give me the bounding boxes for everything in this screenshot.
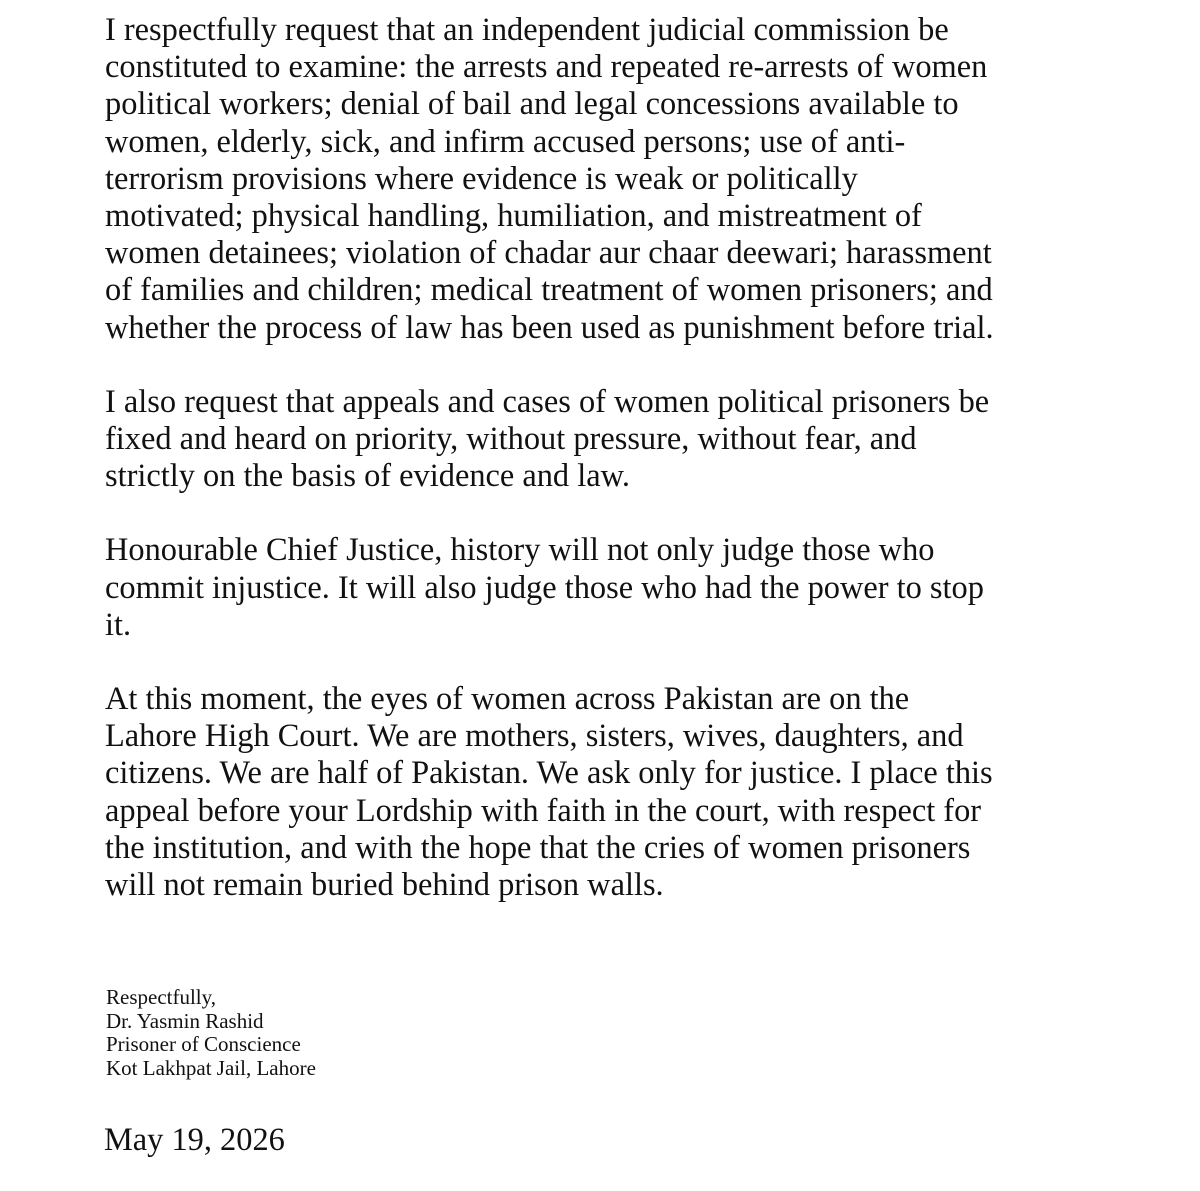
text-line: At this moment, the eyes of women across Pakistan are on the: [105, 681, 910, 718]
signature-name: Dr. Yasmin Rashid: [106, 1008, 264, 1033]
text-line: motivated; physical handling, humiliation, and mistreatment of: [105, 198, 922, 235]
paragraph-closing-appeal: [105, 681, 1105, 904]
text-line: women detainees; violation of chadar aur chaar deewari; harassment: [105, 235, 992, 272]
text-line: the institution, and with the hope that the cries of women prisoners: [105, 829, 971, 866]
text-line: Honourable Chief Justice, history will not only judge those who: [105, 532, 935, 569]
text-line: I also request that appeals and cases of women political prisoners be: [105, 383, 990, 420]
signature-closing: Respectfully,: [106, 985, 217, 1009]
text-line: Lahore High Court. We are mothers, sisters, wives, daughters, and: [105, 718, 964, 755]
letter-date: May 19, 2026: [104, 1122, 285, 1158]
text-line: it.: [105, 606, 132, 643]
text-line: of families and children; medical treatment of women prisoners; and: [105, 272, 993, 309]
text-line: will not remain buried behind prison walls.: [105, 867, 664, 904]
paragraph-appeals-request: [105, 384, 1105, 496]
text-line: political workers; denial of bail and legal concessions available to: [105, 86, 959, 123]
text-line: constituted to examine: the arrests and repeated re-arrests of women: [105, 49, 988, 86]
text-line: women, elderly, sick, and infirm accused persons; use of anti-: [105, 123, 906, 160]
text-line: appeal before your Lordship with faith in the court, with respect for: [105, 792, 982, 829]
text-line: commit injustice. It will also judge those who had the power to stop: [105, 569, 984, 606]
text-line: terrorism provisions where evidence is weak or politically: [105, 160, 858, 197]
paragraph-address-chief-justice: [105, 532, 1105, 644]
signature-block: [106, 986, 316, 1080]
text-line: I respectfully request that an independent judicial commission be: [105, 12, 949, 48]
text-line: strictly on the basis of evidence and law.: [105, 458, 630, 495]
text-line: whether the process of law has been used as punishment before trial.: [105, 309, 994, 346]
letter-body: [105, 12, 1105, 904]
signature-location: Kot Lakhpat Jail, Lahore: [106, 1055, 316, 1080]
paragraph-commission-request: [105, 12, 1105, 347]
signature-title: Prisoner of Conscience: [106, 1032, 301, 1056]
text-line: fixed and heard on priority, without pressure, without fear, and: [105, 421, 917, 458]
text-line: citizens. We are half of Pakistan. We ask only for justice. I place this: [105, 755, 993, 792]
